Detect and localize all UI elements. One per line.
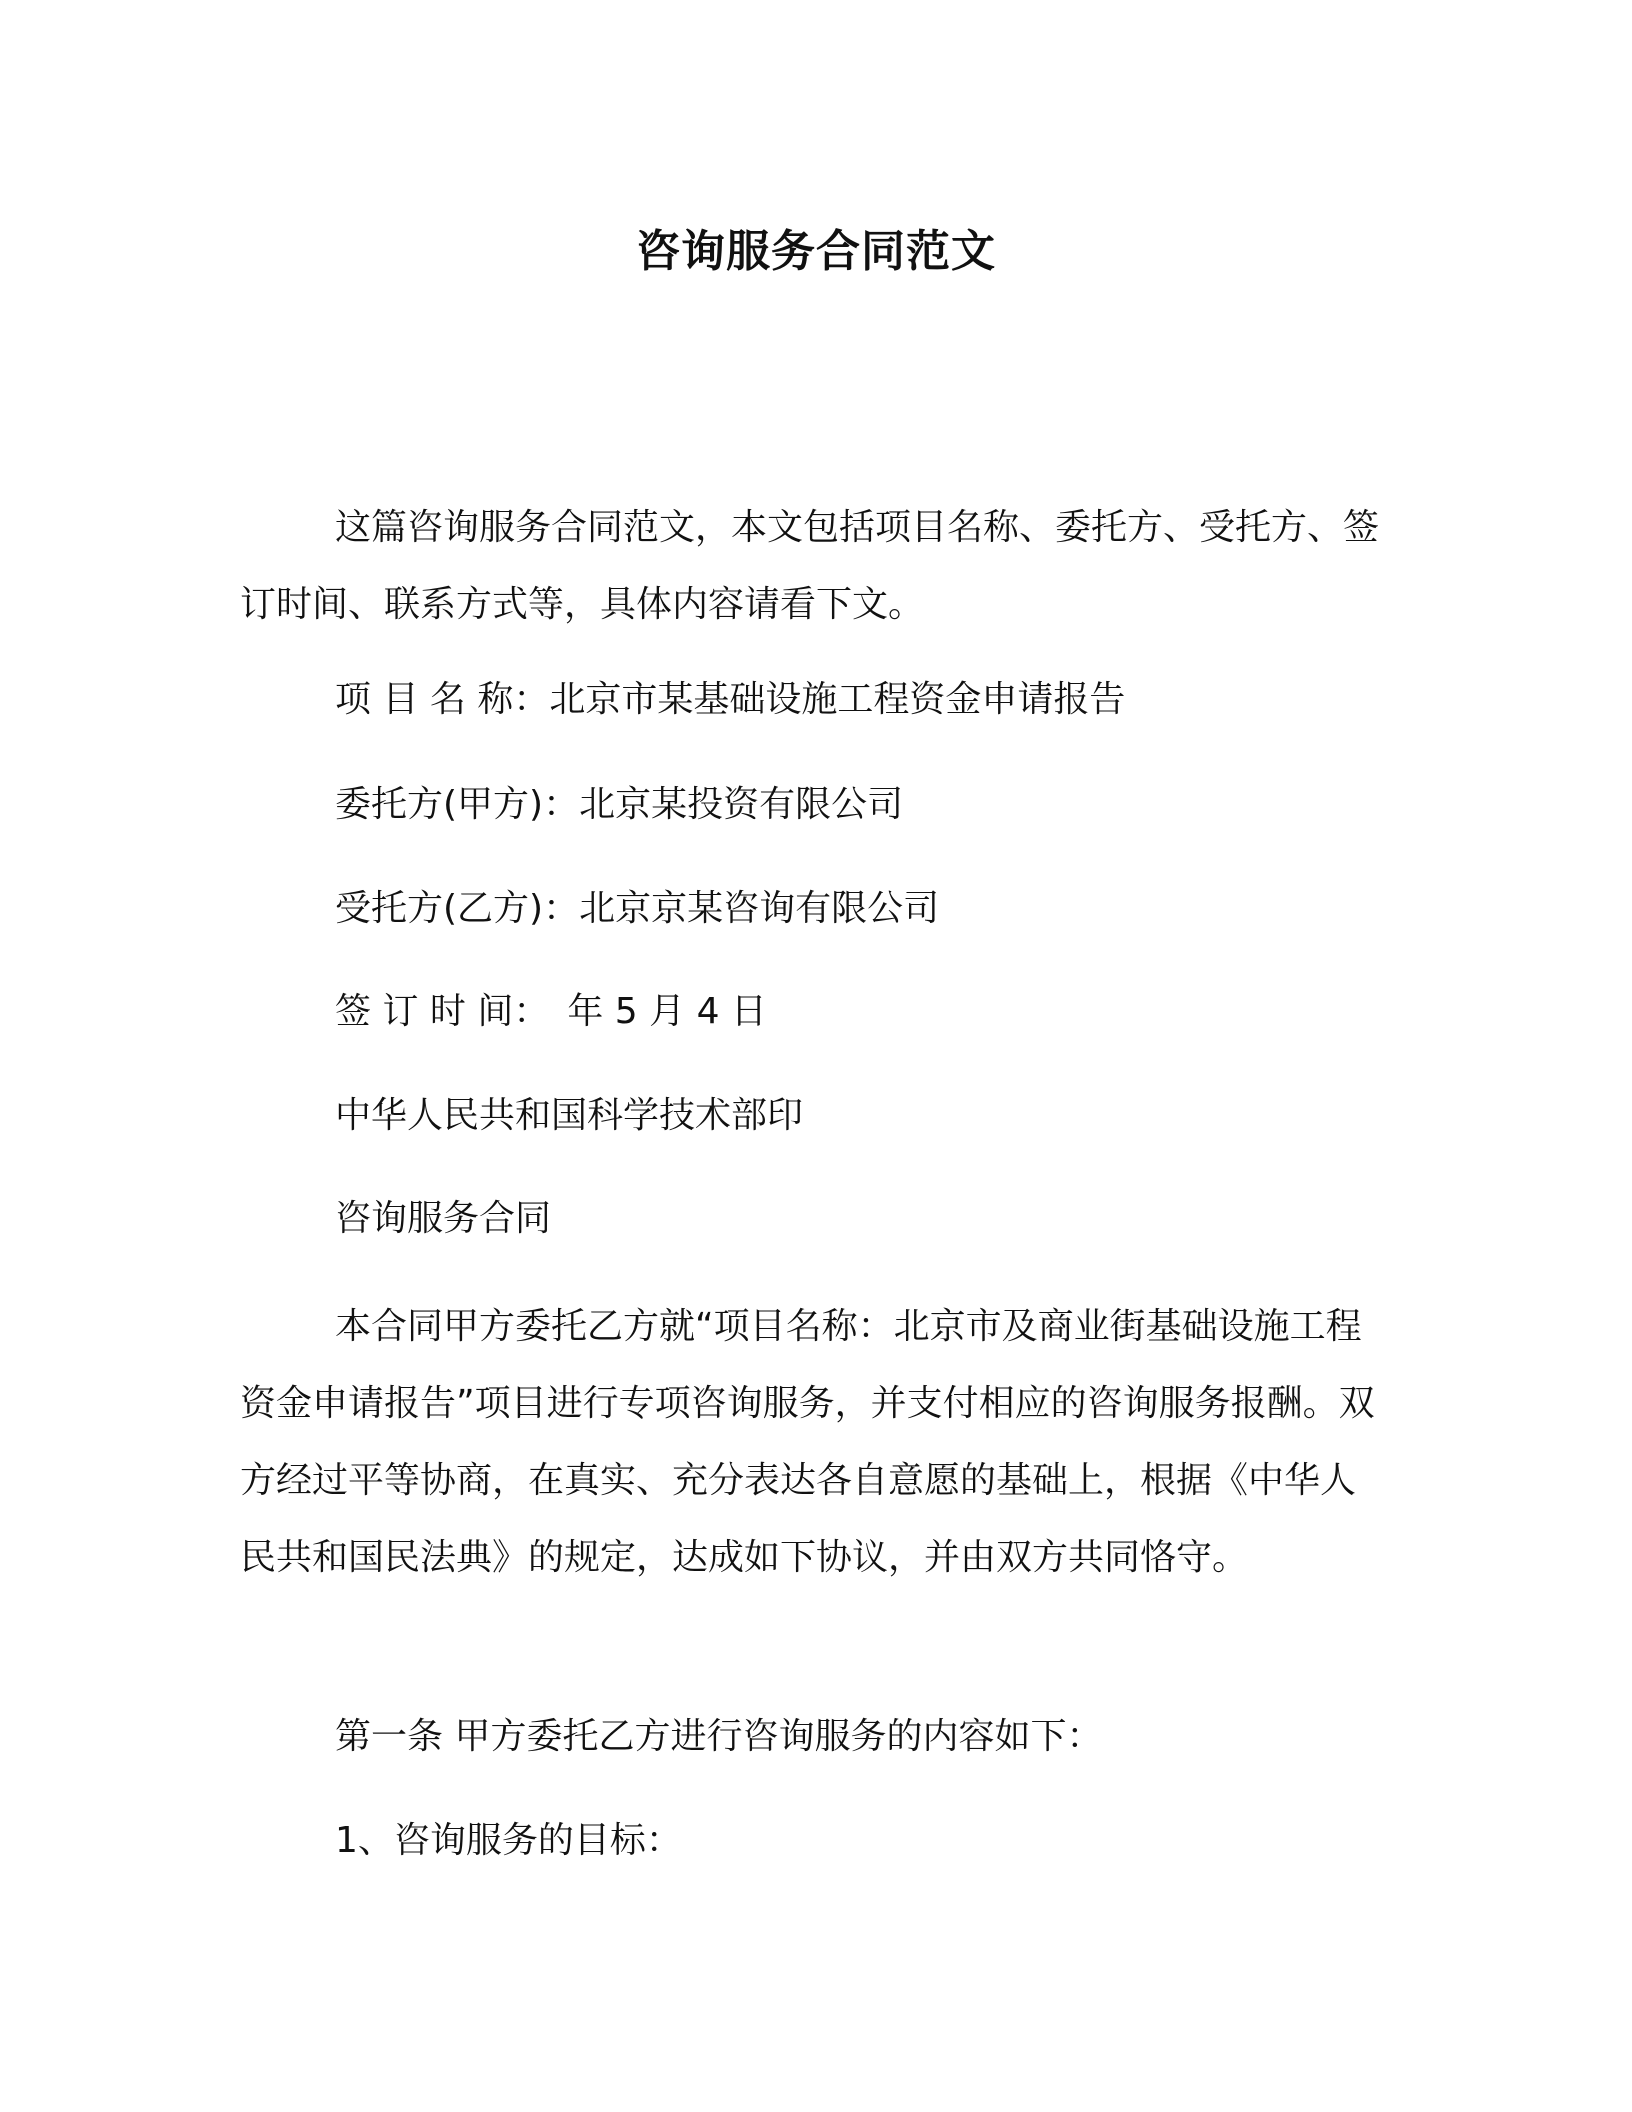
document-title: 咨询服务合同范文 (636, 226, 996, 277)
project-name-label: 项 目 名 称： (335, 679, 550, 720)
client-label: 委托方(甲方)： (335, 784, 580, 825)
client-value: 北京某投资有限公司 (579, 784, 904, 825)
item-one-line: 1、咨询服务的目标： (335, 1820, 682, 1861)
signing-date-value: 年 5 月 4 日 (567, 991, 767, 1032)
signing-date-label: 签 订 时 间： (335, 991, 550, 1032)
body-paragraph: 本合同甲方委托乙方就“项目名称：北京市及商业街基础设施工程资金申请报告”项目进行专项咨询服务，并支付相应的咨询服务报酬。双方经过平等协商，在真实、充分表达各自意愿的基础上，根据《中华人民共和国民法典》的规定，达成如下协议，并由双方共同恪守。 (240, 1306, 1375, 1578)
ministry-print-line: 中华人民共和国科学技术部印 (335, 1095, 804, 1136)
client-line (335, 780, 903, 830)
contractor-value: 北京京某咨询有限公司 (579, 888, 940, 929)
contractor-line (335, 884, 939, 934)
intro-paragraph: 这篇咨询服务合同范文，本文包括项目名称、委托方、受托方、签订时间、联系方式等，具体内容请看下文。 (240, 507, 1380, 625)
contractor-label: 受托方(乙方)： (335, 888, 580, 929)
project-name-value: 北京市某基础设施工程资金申请报告 (549, 679, 1126, 720)
article-one-heading: 第一条 甲方委托乙方进行咨询服务的内容如下： (335, 1716, 1103, 1757)
contract-heading: 咨询服务合同 (335, 1198, 552, 1239)
project-name-line (335, 675, 1125, 725)
signing-date-line (335, 987, 767, 1037)
